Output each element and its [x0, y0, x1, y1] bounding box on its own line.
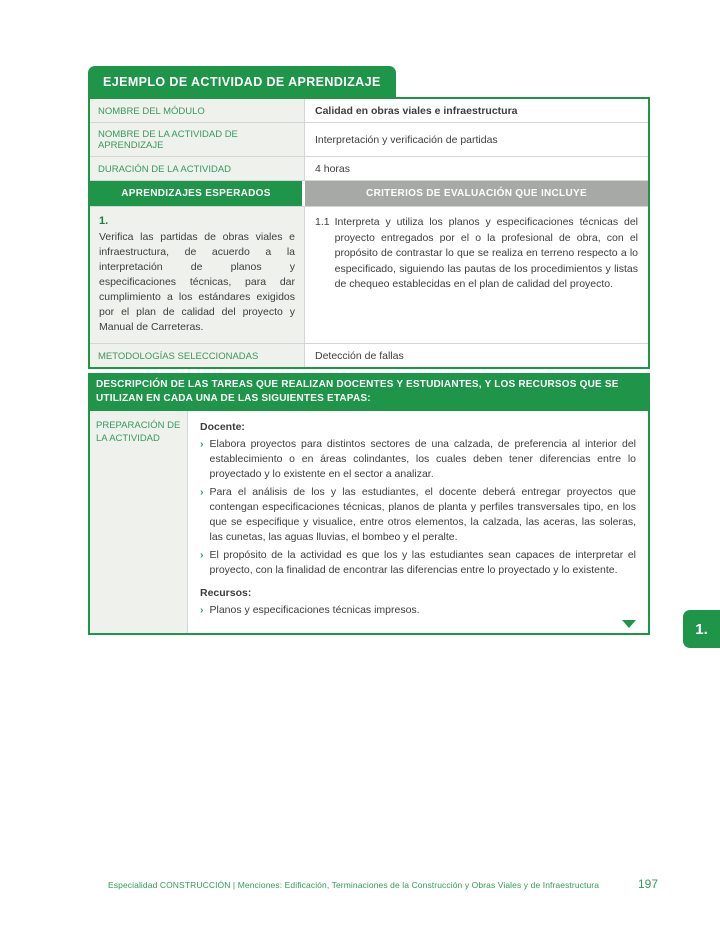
criteria-text: Interpreta y utiliza los planos y especificaciones técnicas del proyecto entregados por el o la profesional de obra, con el propósito de contrastar lo que se realiza en terreno respecto a lo especificado, siguiendo las pautas de los procedimientos y listas de chequeo establecidas en el plan de calidad del proyecto.	[334, 216, 638, 290]
recursos-heading: Recursos:	[200, 587, 252, 599]
duration-label: DURACIÓN DE LA ACTIVIDAD	[90, 157, 305, 180]
preparation-body	[188, 411, 648, 633]
docente-item-text: Para el análisis de los y las estudiantes, el docente deberá entregar proyectos que contengan especificaciones técnicas, planos de planta y perfiles transversales tipo, en los que se especifique y visualice, entre otros elementos, la calzada, las aceras, las soleras, las cunetas, las aguas lluvias, el bombeo y el peralte.	[209, 486, 636, 543]
expected-learning-text: Verifica las partidas de obras viales e infraestructura, de acuerdo a la interpretación de planos y especificaciones técnicas, para dar cumplimiento a los estándares exigidos por el plan de calidad del proyecto y Manual de Carreteras.	[99, 231, 295, 333]
bullet-icon: ›	[200, 438, 204, 450]
list-item	[200, 548, 636, 578]
continuation-arrow-icon	[622, 620, 636, 628]
recursos-item-text: Planos y especificaciones técnicas impresos.	[209, 604, 420, 616]
tasks-description-banner: DESCRIPCIÓN DE LAS TAREAS QUE REALIZAN DOCENTES Y ESTUDIANTES, Y LOS RECURSOS QUE SE UTILIZAN EN CADA UNA DE LAS SIGUIENTES ETAPAS:	[88, 373, 650, 411]
docente-item-text: Elabora proyectos para distintos sectores de una calzada, de preferencia al interior del establecimiento o en áreas colindantes, los cuales deben tener diferencias entre lo proyectado y lo existente en el sector a analizar.	[209, 438, 636, 480]
evaluation-criteria-header: CRITERIOS DE EVALUACIÓN QUE INCLUYE	[305, 181, 648, 206]
table-row	[90, 123, 648, 157]
footer-specialty-text: Especialidad CONSTRUCCIÓN | Menciones: Edificación, Terminaciones de la Construcción y Obras Viales y de Infraestructura	[108, 880, 600, 890]
docente-heading: Docente:	[200, 421, 245, 433]
document-content	[88, 66, 650, 635]
list-item	[200, 485, 636, 545]
expected-learning-header: APRENDIZAJES ESPERADOS	[90, 181, 305, 206]
bullet-icon: ›	[200, 604, 204, 616]
page-title: EJEMPLO DE ACTIVIDAD DE APRENDIZAJE	[88, 66, 396, 97]
module-name-label: NOMBRE DEL MÓDULO	[90, 99, 305, 122]
preparation-section	[88, 411, 650, 635]
bullet-icon: ›	[200, 549, 204, 561]
chapter-tab: 1.	[683, 610, 720, 648]
duration-value: 4 horas	[315, 163, 351, 175]
list-item	[200, 603, 636, 618]
table-row	[90, 157, 648, 181]
methodology-label: METODOLOGÍAS SELECCIONADAS	[90, 344, 305, 367]
docente-item-text: El propósito de la actividad es que los y las estudiantes sean capaces de interpretar el proyecto, con la finalidad de encontrar las diferencias entre lo proyectado y lo existente.	[209, 549, 636, 576]
column-headers-row	[90, 181, 648, 207]
table-row	[90, 344, 648, 367]
page-footer	[108, 877, 658, 891]
preparation-stage-label: PREPARACIÓN DE LA ACTIVIDAD	[90, 411, 188, 633]
learning-content-row	[90, 207, 648, 344]
expected-learning-cell	[90, 207, 305, 343]
activity-name-label: NOMBRE DE LA ACTIVIDAD DE APRENDIZAJE	[90, 123, 305, 156]
criteria-number: 1.1	[315, 216, 330, 228]
module-name-value: Calidad en obras viales e infraestructura	[315, 105, 518, 117]
list-item	[200, 437, 636, 482]
page-number: 197	[637, 877, 658, 891]
expected-learning-number: 1.	[99, 215, 109, 227]
activity-name-value: Interpretación y verificación de partidas	[315, 134, 498, 146]
methodology-value: Detección de fallas	[315, 350, 404, 362]
table-row	[90, 99, 648, 123]
bullet-icon: ›	[200, 486, 204, 498]
evaluation-criteria-cell	[305, 207, 648, 343]
preparation-row	[90, 411, 648, 633]
activity-info-table	[88, 97, 650, 369]
